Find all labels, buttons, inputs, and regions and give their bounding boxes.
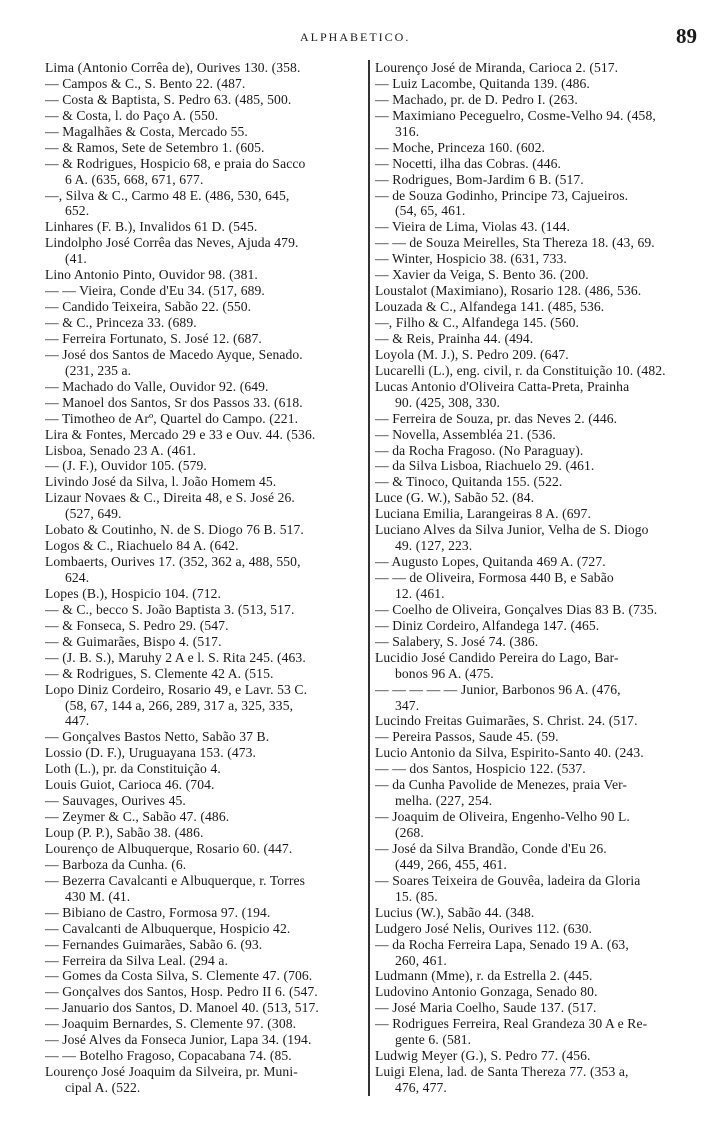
- directory-entry-line: — Bibiano de Castro, Formosa 97. (194.: [45, 904, 271, 920]
- directory-entry-line: — Rodrigues Ferreira, Real Grandeza 30 A e Re-: [375, 1016, 648, 1032]
- directory-entry-line: — — dos Santos, Hospicio 122. (537.: [375, 761, 586, 777]
- entry-continuation-line: 12. (461.: [395, 585, 445, 601]
- directory-entry-line: —, Silva & C., Carmo 48 E. (486, 530, 645,: [45, 187, 290, 203]
- directory-entry-line: Luciana Emilia, Larangeiras 8 A. (697.: [375, 506, 591, 522]
- directory-entry-line: — Ferreira de Souza, pr. das Neves 2. (446.: [375, 410, 618, 426]
- directory-entry-line: — José Alves da Fonseca Junior, Lapa 34. (194.: [45, 1032, 312, 1048]
- directory-entry-line: — — Botelho Fragoso, Copacabana 74. (85.: [45, 1048, 292, 1064]
- entry-continuation-line: 6 A. (635, 668, 671, 677.: [65, 171, 204, 187]
- directory-entry-line: Lucas Antonio d'Oliveira Catta-Preta, Prainha: [375, 378, 630, 394]
- directory-entry-line: — & Tinoco, Quitanda 155. (522.: [375, 474, 563, 490]
- directory-entry-line: — Gonçalves Bastos Netto, Sabão 37 B.: [45, 729, 270, 745]
- entry-continuation-line: bonos 96 A. (475.: [395, 665, 494, 681]
- directory-entry-line: Lopo Diniz Cordeiro, Rosario 49, e Lavr. 53 C.: [45, 681, 308, 697]
- directory-entry-line: — Zeymer & C., Sabão 47. (486.: [45, 809, 230, 825]
- directory-entry-line: Ludwig Meyer (G.), S. Pedro 77. (456.: [375, 1048, 591, 1064]
- directory-entry-line: — Campos & C., S. Bento 22. (487.: [45, 75, 246, 91]
- directory-entry-line: — Xavier da Veiga, S. Bento 36. (200.: [375, 267, 589, 283]
- entry-continuation-line: gente 6. (581.: [395, 1032, 472, 1048]
- directory-entry-line: — José da Silva Brandão, Conde d'Eu 26.: [375, 840, 607, 856]
- directory-entry-line: Lossio (D. F.), Uruguayana 153. (473.: [45, 745, 257, 761]
- entry-continuation-line: 652.: [65, 203, 90, 219]
- directory-entry-line: Lombaerts, Ourives 17. (352, 362 a, 488, 550,: [45, 554, 301, 570]
- entry-continuation-line: 476, 477.: [395, 1080, 447, 1095]
- directory-entry-line: — Joaquim Bernardes, S. Clemente 97. (308.: [45, 1016, 297, 1032]
- directory-entry-line: — Candido Teixeira, Sabão 22. (550.: [45, 299, 252, 315]
- directory-entry-line: Lira & Fontes, Mercado 29 e 33 e Ouv. 44. (536.: [45, 426, 316, 442]
- directory-entry-line: — — — — — Junior, Barbonos 96 A. (476,: [375, 681, 621, 697]
- directory-entry-line: — Sauvages, Ourives 45.: [45, 793, 186, 809]
- directory-entry-line: Loyola (M. J.), S. Pedro 209. (647.: [375, 346, 569, 362]
- directory-entry-line: Lucidio José Candido Pereira do Lago, Bar-: [375, 649, 619, 665]
- entry-continuation-line: (449, 266, 455, 461.: [395, 856, 507, 872]
- directory-entry-line: Loup (P. P.), Sabão 38. (486.: [45, 825, 204, 840]
- directory-entry-line: — Vieira de Lima, Violas 43. (144.: [375, 219, 570, 235]
- entry-continuation-line: 624.: [65, 570, 90, 585]
- entry-continuation-line: 15. (85.: [395, 888, 438, 904]
- entry-continuation-line: (41.: [65, 251, 87, 267]
- directory-entry-line: — Salabery, S. José 74. (386.: [375, 633, 539, 649]
- directory-entry-line: — da Rocha Fragoso. (No Paraguay).: [375, 442, 584, 458]
- directory-entry-line: — de Souza Godinho, Principe 73, Cajueiros.: [375, 187, 629, 203]
- entry-continuation-line: 260, 461.: [395, 952, 447, 968]
- entry-continuation-line: cipal A. (522.: [65, 1080, 141, 1095]
- directory-entry-line: — & Rodrigues, Hospicio 68, e praia do Sacco: [45, 155, 306, 171]
- page-number: 89: [676, 24, 697, 48]
- directory-entry-line: — & C., becco S. João Baptista 3. (513, 517.: [45, 601, 295, 617]
- directory-entry-line: — — de Oliveira, Formosa 440 B, e Sabão: [375, 570, 614, 585]
- directory-entry-line: — Timotheo de Arº, Quartel do Campo. (221.: [45, 410, 299, 426]
- directory-entry-line: Linhares (F. B.), Invalidos 61 D. (545.: [45, 219, 258, 235]
- entry-continuation-line: (268.: [395, 825, 424, 840]
- directory-entry-line: Livindo José da Silva, l. João Homem 45.: [45, 474, 277, 490]
- directory-entry-line: — Ferreira da Silva Leal. (294 a.: [45, 952, 228, 968]
- directory-entry-line: Lindolpho José Corrêa das Neves, Ajuda 479.: [45, 235, 299, 251]
- directory-entry-line: Luciano Alves da Silva Junior, Velha de S. Diogo: [375, 522, 649, 538]
- directory-entry-line: — Luiz Lacombe, Quitanda 139. (486.: [375, 75, 590, 91]
- directory-entry-line: — José Maria Coelho, Saude 137. (517.: [375, 1000, 597, 1016]
- page-header: [0, 24, 725, 48]
- entry-continuation-line: melha. (227, 254.: [395, 793, 493, 809]
- directory-entry-line: Lucindo Freitas Guimarães, S. Christ. 24. (517.: [375, 713, 638, 729]
- directory-entry-line: — da Silva Lisboa, Riachuelo 29. (461.: [375, 458, 595, 474]
- directory-entry-line: Lobato & Coutinho, N. de S. Diogo 76 B. 517.: [45, 522, 304, 538]
- directory-entry-line: — Costa & Baptista, S. Pedro 63. (485, 500.: [45, 91, 292, 107]
- directory-entry-line: Ludmann (Mme), r. da Estrella 2. (445.: [375, 968, 593, 984]
- directory-entry-line: — Manoel dos Santos, Sr dos Passos 33. (618.: [45, 394, 303, 410]
- directory-entry-line: Lourenço José de Miranda, Carioca 2. (517.: [375, 60, 619, 75]
- directory-entry-line: Lino Antonio Pinto, Ouvidor 98. (381.: [45, 267, 258, 283]
- directory-entry-line: — Maximiano Peceguelro, Cosme-Velho 94. (458,: [375, 107, 656, 123]
- directory-entry-line: Ludgero José Nelis, Ourives 112. (630.: [375, 920, 592, 936]
- directory-entry-line: — — Vieira, Conde d'Eu 34. (517, 689.: [45, 283, 265, 299]
- directory-entry-line: Louis Guiot, Carioca 46. (704.: [45, 777, 215, 793]
- directory-entry-line: — & Guimarães, Bispo 4. (517.: [45, 633, 222, 649]
- directory-entry-line: Luce (G. W.), Sabão 52. (84.: [375, 490, 535, 506]
- directory-entry-line: — & Ramos, Sete de Setembro 1. (605.: [45, 139, 265, 155]
- directory-entry-line: — (J. F.), Ouvidor 105. (579.: [45, 458, 207, 474]
- directory-entry-line: — Gomes da Costa Silva, S. Clemente 47. (706.: [45, 968, 313, 984]
- directory-entry-line: — Machado, pr. de D. Pedro I. (263.: [375, 91, 578, 107]
- directory-entry-line: — Nocetti, ilha das Cobras. (446.: [375, 155, 562, 171]
- directory-entry-line: — & Fonseca, S. Pedro 29. (547.: [45, 617, 229, 633]
- directory-entry-line: — & Reis, Prainha 44. (494.: [375, 330, 534, 346]
- directory-entry-line: Luigi Elena, lad. de Santa Thereza 77. (353 a,: [375, 1064, 629, 1080]
- directory-entry-line: Lopes (B.), Hospicio 104. (712.: [45, 585, 222, 601]
- entry-continuation-line: 430 M. (41.: [65, 888, 131, 904]
- directory-entry-line: — Coelho de Oliveira, Gonçalves Dias 83 B. (735.: [375, 601, 658, 617]
- entry-continuation-line: (231, 235 a.: [65, 362, 132, 378]
- directory-entry-line: — Machado do Valle, Ouvidor 92. (649.: [45, 378, 269, 394]
- directory-entry-line: — (J. B. S.), Maruhy 2 A e l. S. Rita 245. (463.: [45, 649, 306, 665]
- directory-entry-line: — Ferreira Fortunato, S. José 12. (687.: [45, 330, 262, 346]
- running-title: ALPHABETICO.: [300, 30, 411, 44]
- directory-entry-line: — Novella, Assembléa 21. (536.: [375, 426, 556, 442]
- entry-continuation-line: 49. (127, 223.: [395, 538, 473, 554]
- directory-entry-line: — Magalhães & Costa, Mercado 55.: [45, 123, 248, 139]
- directory-entry-line: — Fernandes Guimarães, Sabão 6. (93.: [45, 936, 263, 952]
- directory-entry-line: — Bezerra Cavalcanti e Albuquerque, r. Torres: [45, 872, 305, 888]
- entry-continuation-line: 90. (425, 308, 330.: [395, 394, 500, 410]
- directory-entry-line: Lucarelli (L.), eng. civil, r. da Constituição 10. (482.: [375, 362, 666, 378]
- entry-continuation-line: 316.: [395, 123, 420, 139]
- directory-entry-line: Lucio Antonio da Silva, Espirito-Santo 40. (243.: [375, 745, 644, 761]
- directory-entry-line: Loustalot (Maximiano), Rosario 128. (486, 536.: [375, 283, 642, 299]
- left-column: [45, 60, 363, 1096]
- directory-entry-line: — Barboza da Cunha. (6.: [45, 856, 187, 872]
- directory-entry-line: Lourenço de Albuquerque, Rosario 60. (447.: [45, 840, 293, 856]
- directory-entry-line: — Augusto Lopes, Quitanda 469 A. (727.: [375, 554, 606, 570]
- directory-entry-line: — Diniz Cordeiro, Alfandega 147. (465.: [375, 617, 600, 633]
- directory-entry-line: — Pereira Passos, Saude 45. (59.: [375, 729, 559, 745]
- directory-entry-line: Louzada & C., Alfandega 141. (485, 536.: [375, 299, 605, 315]
- right-column: [375, 60, 715, 1096]
- directory-entry-line: Loth (L.), pr. da Constituição 4.: [45, 761, 221, 777]
- entry-continuation-line: 347.: [395, 697, 420, 713]
- directory-entry-line: — Soares Teixeira de Gouvêa, ladeira da Gloria: [375, 872, 641, 888]
- directory-entry-line: Lucius (W.), Sabão 44. (348.: [375, 904, 535, 920]
- directory-entry-line: — José dos Santos de Macedo Ayque, Senado.: [45, 346, 303, 362]
- entry-continuation-line: (54, 65, 461.: [395, 203, 466, 219]
- directory-entry-line: Lourenço José Joaquim da Silveira, pr. Muni-: [45, 1064, 298, 1080]
- directory-entry-line: — Moche, Princeza 160. (602.: [375, 139, 546, 155]
- directory-entry-line: — Januario dos Santos, D. Manoel 40. (513, 517.: [45, 1000, 319, 1016]
- directory-entry-line: — & C., Princeza 33. (689.: [45, 315, 197, 330]
- directory-entry-line: — & Costa, l. do Paço A. (550.: [45, 107, 219, 123]
- entry-continuation-line: 447.: [65, 713, 90, 729]
- directory-entry-line: — — de Souza Meirelles, Sta Thereza 18. (43, 69.: [375, 235, 655, 251]
- directory-entry-line: — da Cunha Pavolide de Menezes, praia Ver-: [375, 777, 628, 793]
- directory-entry-line: — Winter, Hospicio 38. (631, 733.: [375, 251, 567, 267]
- directory-entry-line: Lisboa, Senado 23 A. (461.: [45, 442, 196, 458]
- directory-entry-line: — Gonçalves dos Santos, Hosp. Pedro II 6. (547.: [45, 984, 318, 1000]
- directory-entry-line: Logos & C., Riachuelo 84 A. (642.: [45, 538, 239, 554]
- directory-entry-line: — & Rodrigues, S. Clemente 42 A. (515.: [45, 665, 274, 681]
- directory-entry-line: Lima (Antonio Corrêa de), Ourives 130. (358.: [45, 60, 301, 75]
- directory-entry-line: Ludovino Antonio Gonzaga, Senado 80.: [375, 984, 598, 1000]
- directory-entry-line: — da Rocha Ferreira Lapa, Senado 19 A. (63,: [375, 936, 629, 952]
- entry-continuation-line: (58, 67, 144 a, 266, 289, 317 a, 325, 335,: [65, 697, 294, 713]
- directory-entry-line: —, Filho & C., Alfandega 145. (560.: [375, 315, 579, 330]
- directory-entry-line: — Rodrigues, Bom-Jardim 6 B. (517.: [375, 171, 584, 187]
- entry-continuation-line: (527, 649.: [65, 506, 122, 522]
- column-divider: [368, 60, 370, 1096]
- directory-entry-line: Lizaur Novaes & C., Direita 48, e S. José 26.: [45, 490, 295, 506]
- directory-entry-line: — Cavalcanti de Albuquerque, Hospicio 42.: [45, 920, 291, 936]
- directory-entry-line: — Joaquim de Oliveira, Engenho-Velho 90 L.: [375, 809, 630, 825]
